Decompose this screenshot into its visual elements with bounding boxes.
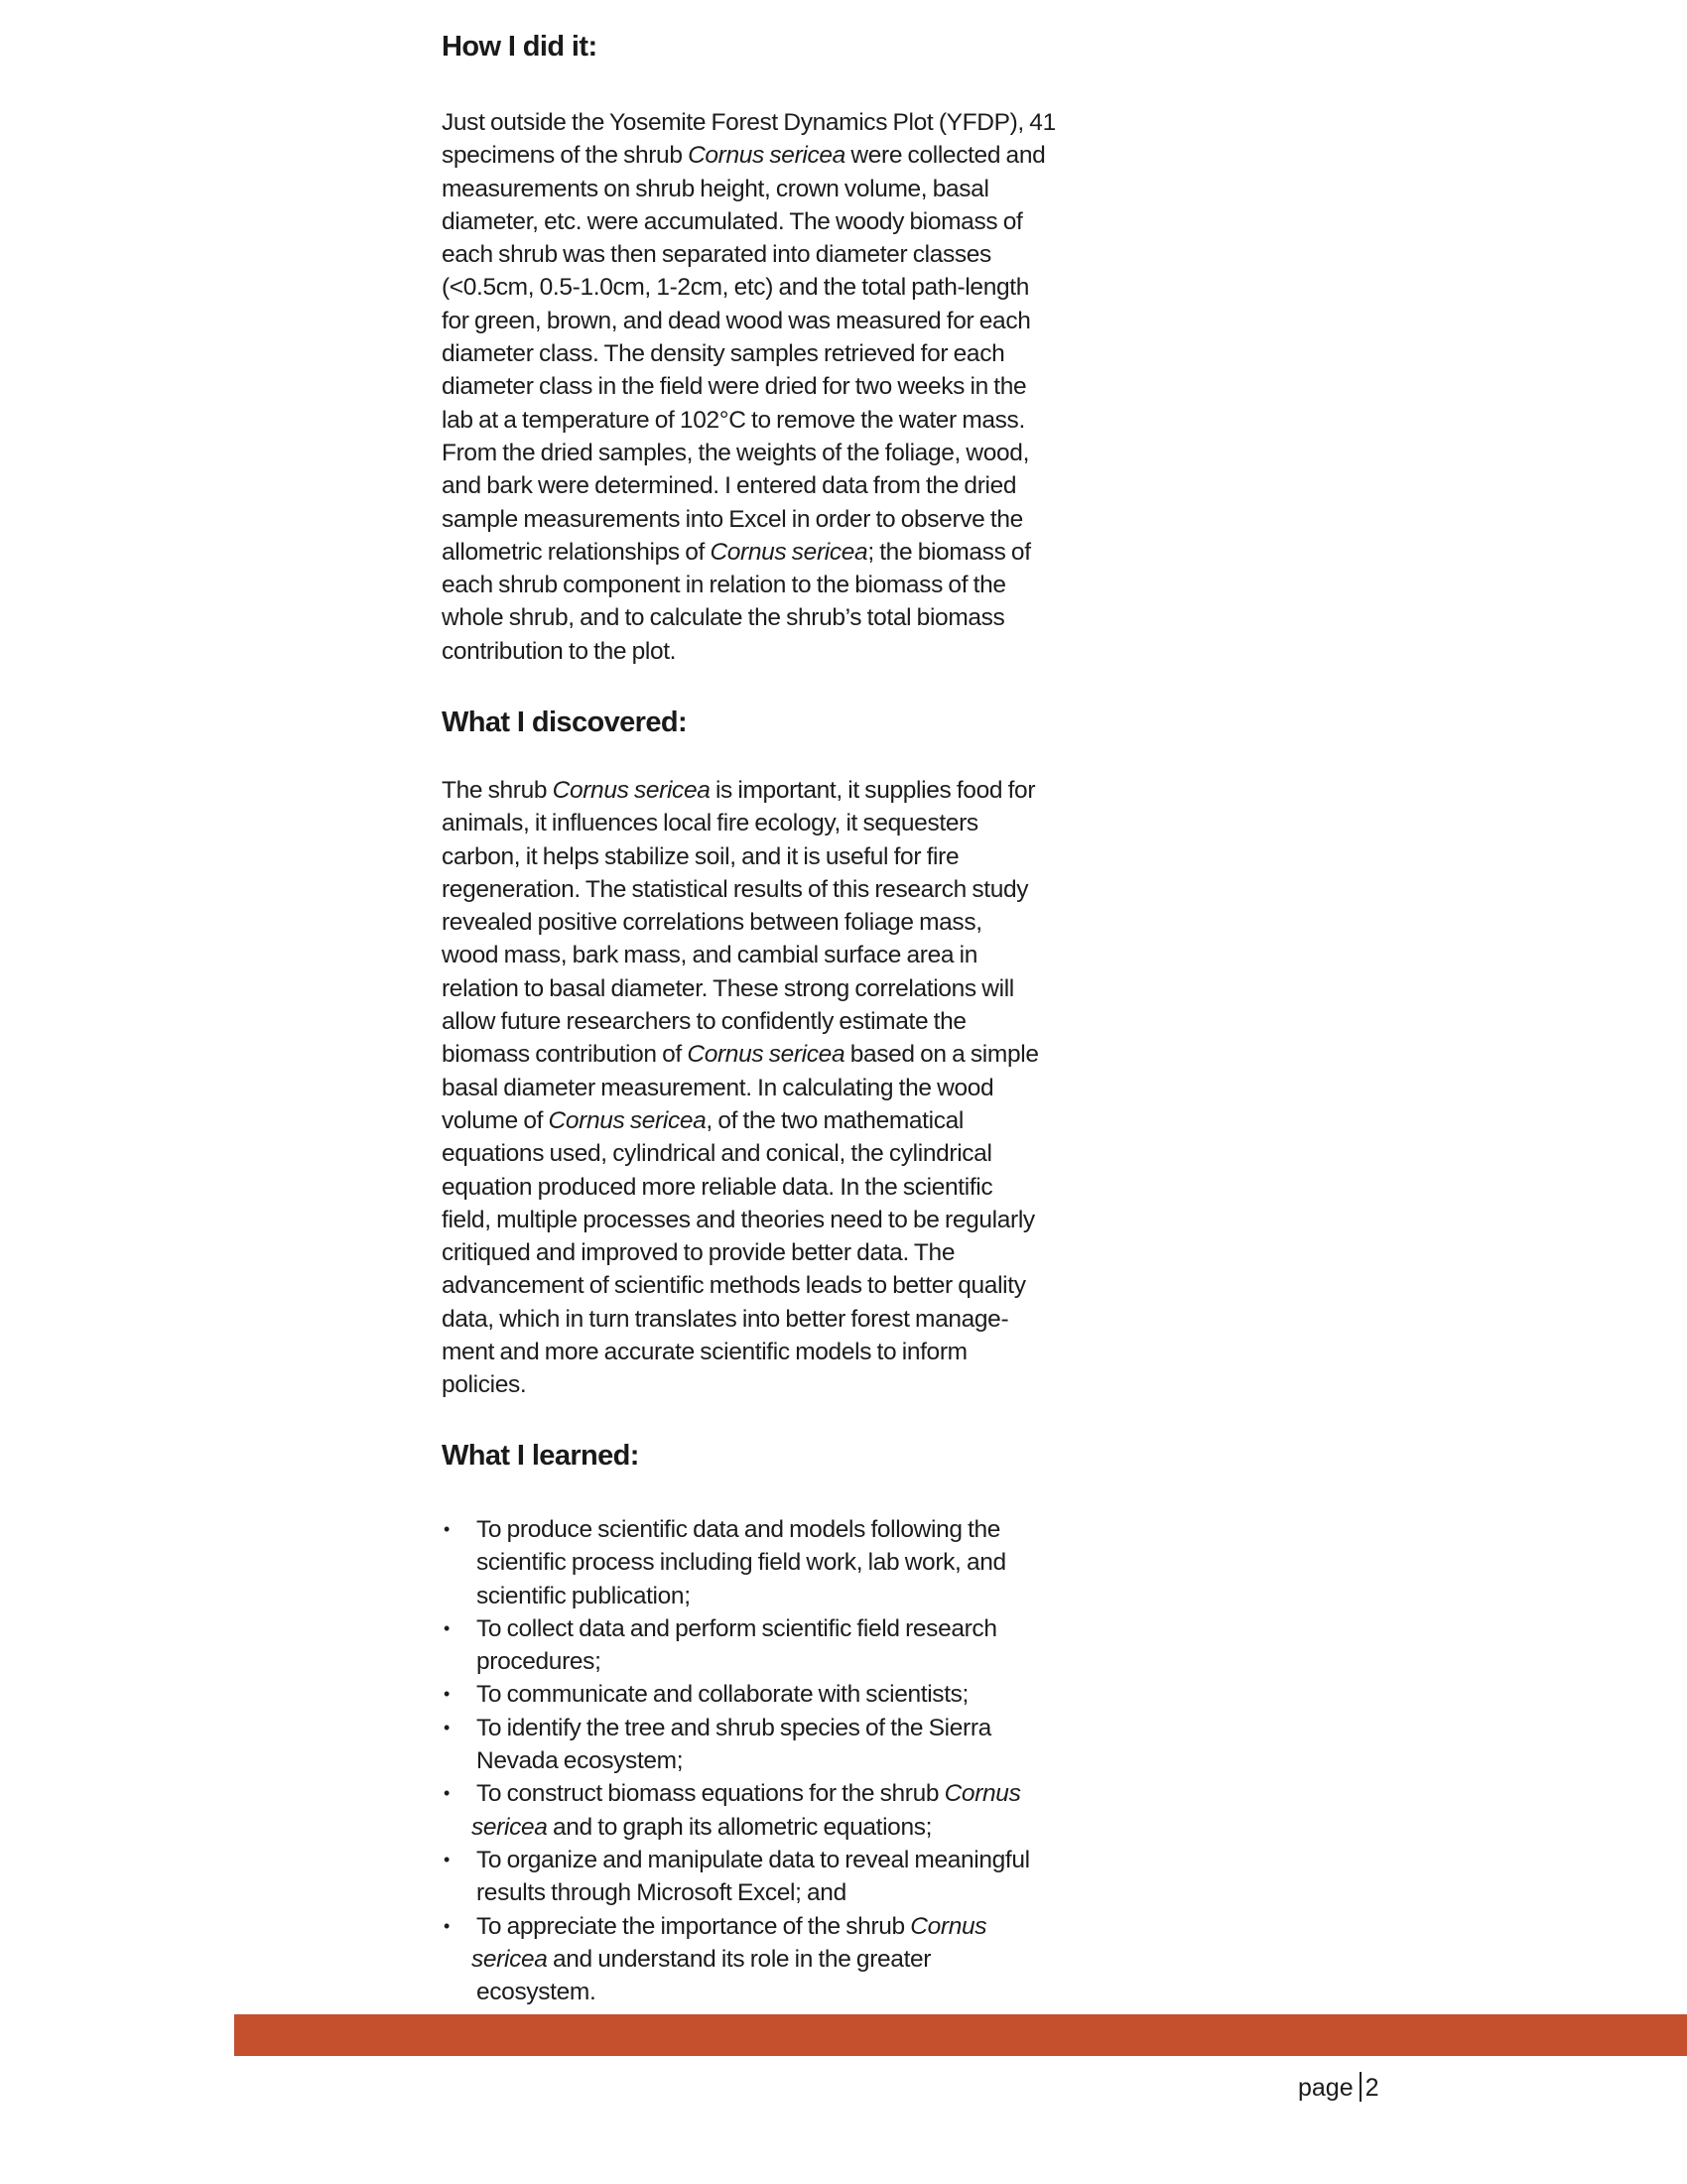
text-run: To construct biomass equations for the shrub	[476, 1780, 945, 1808]
page-separator	[1360, 2072, 1362, 2102]
bullet-icon: •	[444, 1617, 451, 1638]
text-line	[442, 972, 1116, 1005]
text-line	[442, 1038, 1116, 1071]
footer-accent-bar	[234, 2014, 1687, 2056]
text-line	[442, 1236, 1116, 1269]
italic-species-name: Cornus	[944, 1780, 1021, 1808]
text-line	[442, 503, 1116, 536]
text-run: wood mass, bark mass, and cambial surface area in	[442, 942, 977, 969]
text-run: To organize and manipulate data to reveal meaningful	[476, 1846, 1030, 1873]
text-line	[442, 1777, 1116, 1810]
text-line	[442, 139, 1116, 172]
text-line	[442, 601, 1116, 634]
list-item	[442, 1844, 1116, 1910]
text-line	[442, 1712, 1116, 1744]
text-run: volume of	[442, 1106, 549, 1134]
text-line	[442, 1645, 1116, 1678]
text-line	[442, 1336, 1116, 1368]
learned-list	[442, 1513, 1116, 2008]
text-line	[442, 106, 1116, 139]
text-run: To produce scientific data and models following the	[476, 1516, 1001, 1543]
text-run: each shrub component in relation to the biomass of the	[442, 572, 1006, 599]
text-line	[442, 1811, 1116, 1844]
section-heading-how-i-did-it: How I did it:	[442, 31, 597, 63]
italic-species-name: Cornus sericea	[548, 1106, 707, 1134]
text-line	[442, 1204, 1116, 1236]
page-number-value: 2	[1364, 2074, 1379, 2102]
text-run: scientific process including field work, lab work, and	[476, 1549, 1006, 1577]
text-run: carbon, it helps stabilize soil, and it is useful for fire	[442, 842, 960, 870]
text-run: The shrub	[442, 777, 553, 804]
text-line	[442, 1678, 1116, 1711]
text-line	[442, 238, 1116, 271]
text-line	[442, 1368, 1116, 1401]
section-heading-what-i-learned: What I learned:	[442, 1440, 639, 1472]
text-line	[442, 1072, 1116, 1104]
text-run: based on a simple	[844, 1041, 1039, 1069]
text-run: animals, it influences local fire ecology, it sequesters	[442, 810, 978, 837]
text-run: is important, it supplies food for	[710, 777, 1036, 804]
text-run: biomass contribution of	[442, 1041, 688, 1069]
text-run: revealed positive correlations between foliage mass,	[442, 909, 982, 937]
page-label: page	[1298, 2074, 1354, 2102]
text-run: regeneration. The statistical results of this research study	[442, 875, 1029, 903]
text-run: To identify the tree and shrub species of the Sierra	[476, 1714, 991, 1741]
text-line	[442, 1513, 1116, 1546]
list-item	[442, 1910, 1116, 2009]
list-item	[442, 1712, 1116, 1778]
text-line	[442, 536, 1116, 569]
text-run: To collect data and perform scientific field research	[476, 1614, 997, 1642]
italic-species-name: Cornus sericea	[688, 142, 845, 170]
italic-species-name: sericea	[471, 1945, 548, 1973]
list-item	[442, 1678, 1116, 1711]
text-line	[442, 469, 1116, 502]
text-run: basal diameter measurement. In calculating the wood	[442, 1074, 994, 1101]
text-run: ment and more accurate scientific models to inform	[442, 1339, 968, 1366]
text-run: were collected and	[844, 142, 1046, 170]
text-line	[442, 1546, 1116, 1579]
text-line	[442, 437, 1116, 469]
italic-species-name: Cornus sericea	[687, 1041, 845, 1069]
text-line	[442, 337, 1116, 370]
text-run: equations used, cylindrical and conical, the cylindrical	[442, 1140, 992, 1168]
text-run: Nevada ecosystem;	[476, 1747, 684, 1775]
text-line	[442, 1137, 1116, 1170]
text-run: whole shrub, and to calculate the shrub’s total biomass	[442, 604, 1005, 632]
paragraph-findings	[442, 774, 1116, 1402]
text-line	[442, 1303, 1116, 1336]
text-run: , of the two mathematical	[706, 1106, 965, 1134]
italic-species-name: Cornus sericea	[552, 777, 711, 804]
text-run: diameter, etc. were accumulated. The woody biomass of	[442, 207, 1023, 235]
text-line	[442, 305, 1116, 337]
list-item	[442, 1513, 1116, 1612]
text-line	[442, 840, 1116, 873]
text-line	[442, 271, 1116, 304]
text-line	[442, 1976, 1116, 2008]
text-line	[442, 1005, 1116, 1038]
text-run: specimens of the shrub	[442, 142, 689, 170]
text-line	[442, 939, 1116, 971]
bullet-icon: •	[444, 1717, 451, 1737]
text-line	[442, 205, 1116, 238]
text-run: critiqued and improved to provide better data. The	[442, 1239, 956, 1267]
text-line	[442, 635, 1116, 668]
paragraph-methods	[442, 106, 1116, 668]
text-line	[442, 807, 1116, 839]
text-run: data, which in turn translates into better forest manage-	[442, 1305, 1009, 1333]
text-run: field, multiple processes and theories need to be regularly	[442, 1206, 1035, 1233]
text-line	[442, 173, 1116, 205]
bullet-icon: •	[444, 1849, 451, 1869]
bullet-icon: •	[444, 1783, 451, 1804]
text-run: scientific publication;	[476, 1582, 691, 1609]
text-run: advancement of scientific methods leads to better quality	[442, 1272, 1026, 1300]
text-line	[442, 370, 1116, 403]
text-run: sample measurements into Excel in order to observe the	[442, 505, 1023, 533]
text-run: relation to basal diameter. These strong correlations will	[442, 974, 1014, 1002]
italic-species-name: Cornus	[910, 1912, 987, 1940]
list-item	[442, 1777, 1116, 1844]
text-run: and to graph its allometric equations;	[547, 1813, 933, 1841]
section-heading-what-i-discovered: What I discovered:	[442, 707, 688, 738]
text-line	[442, 873, 1116, 906]
text-run: allometric relationships of	[442, 538, 711, 566]
text-run: ecosystem.	[476, 1979, 596, 2006]
text-run: policies.	[442, 1371, 527, 1399]
text-line	[442, 1104, 1116, 1137]
text-run: allow future researchers to confidently estimate the	[442, 1008, 967, 1036]
text-line	[442, 1612, 1116, 1645]
text-run: for green, brown, and dead wood was measured for each	[442, 307, 1031, 334]
text-run: ; the biomass of	[867, 538, 1031, 566]
text-run: (<0.5cm, 0.5-1.0cm, 1-2cm, etc) and the total path-length	[442, 274, 1029, 302]
text-run: Just outside the Yosemite Forest Dynamics Plot (YFDP), 41	[442, 109, 1056, 136]
text-run: To appreciate the importance of the shrub	[476, 1912, 911, 1940]
text-line	[442, 1744, 1116, 1777]
list-item	[442, 1612, 1116, 1679]
text-run: measurements on shrub height, crown volume, basal	[442, 175, 989, 202]
text-line	[442, 1876, 1116, 1909]
text-line	[442, 906, 1116, 939]
text-run: procedures;	[476, 1648, 601, 1676]
italic-species-name: sericea	[471, 1813, 548, 1841]
italic-species-name: Cornus sericea	[710, 538, 868, 566]
text-run: each shrub was then separated into diameter classes	[442, 241, 991, 269]
text-run: lab at a temperature of 102°C to remove the water mass.	[442, 406, 1025, 434]
text-run: results through Microsoft Excel; and	[476, 1879, 846, 1907]
bullet-icon: •	[444, 1684, 451, 1705]
text-run: diameter class in the field were dried for two weeks in the	[442, 373, 1027, 401]
text-run: and understand its role in the greater	[547, 1945, 932, 1973]
text-run: To communicate and collaborate with scientists;	[476, 1681, 970, 1709]
text-line	[442, 1580, 1116, 1612]
text-line	[442, 1171, 1116, 1204]
text-line	[442, 1844, 1116, 1876]
text-run: contribution to the plot.	[442, 637, 677, 665]
page-number	[1298, 2072, 1379, 2103]
text-line	[442, 1943, 1116, 1976]
text-line	[442, 1269, 1116, 1302]
text-line	[442, 774, 1116, 807]
text-line	[442, 404, 1116, 437]
text-run: and bark were determined. I entered data from the dried	[442, 472, 1017, 500]
text-run: From the dried samples, the weights of the foliage, wood,	[442, 439, 1030, 466]
bullet-icon: •	[444, 1915, 451, 1936]
bullet-icon: •	[444, 1519, 451, 1539]
text-run: diameter class. The density samples retrieved for each	[442, 340, 1005, 368]
text-run: equation produced more reliable data. In the scientific	[442, 1173, 993, 1201]
text-line	[442, 1910, 1116, 1943]
text-line	[442, 569, 1116, 601]
